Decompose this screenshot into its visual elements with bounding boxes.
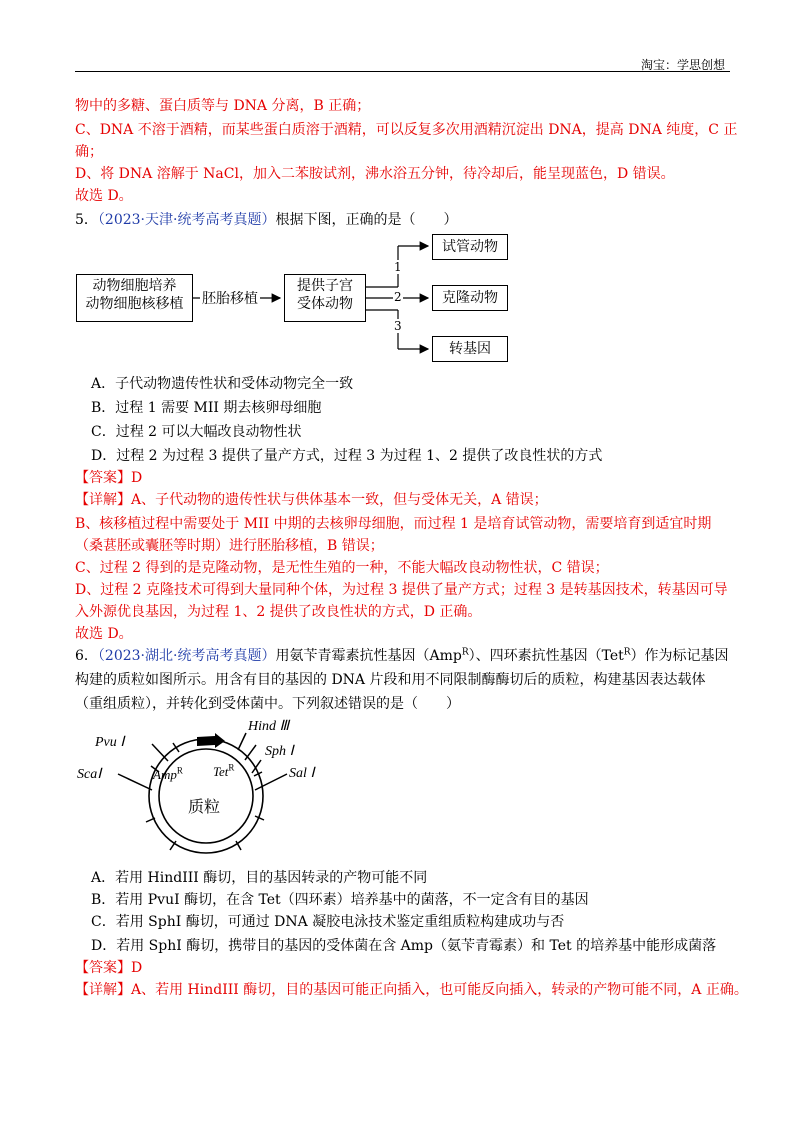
site-pvu-i [95, 734, 124, 751]
superscript: R [461, 647, 469, 658]
header-text: 淘宝：学思创想 [640, 58, 725, 72]
site-sca-i [77, 766, 101, 783]
tet-resistance-gene [213, 764, 234, 780]
option-d: D．若用 SphI 酶切，携带目的基因的受体菌在含 Amp（氨苄青霉素）和 Tet 的培养基中能形成菌落 [91, 938, 717, 954]
flow-box-source-line: 动物细胞核移植 [85, 296, 184, 312]
question-text: 用氨苄青霉素抗性基因（Amp [275, 648, 462, 664]
site-sal-i [289, 765, 315, 782]
prev-answer-line: 物中的多糖、蛋白质等与 DNA 分离，B 正确； [75, 98, 371, 114]
explanation-line: B、核移植过程中需要处于 MII 中期的去核卵母细胞，而过程 1 是培育试管动物，需要培育到适宜时期 [75, 516, 712, 532]
site-hind-iii [248, 718, 289, 735]
prev-conclusion: 故选 D。 [75, 188, 133, 204]
prev-answer-line: D、将 DNA 溶解于 NaCl，加入二苯胺试剂，沸水浴五分钟，待冷却后，能呈现蓝色，D 错误。 [75, 166, 675, 182]
option-a: A．若用 HindIII 酶切，目的基因转录的产物可能不同 [91, 870, 428, 886]
amp-label: Amp [153, 767, 177, 782]
prev-answer-line: 确； [75, 144, 103, 160]
question-number: 6． [75, 648, 98, 664]
tet-label: Tet [213, 764, 229, 779]
prev-answer-line: C、DNA 不溶于酒精，而某些蛋白质溶于酒精，可以反复多次用酒精沉淀出 DNA，提高 DNA 纯度，C 正 [75, 122, 738, 138]
flow-arrow-label: 胚胎移植 [200, 288, 260, 308]
option-c: C．若用 SphI 酶切，可通过 DNA 凝胶电泳技术鉴定重组质粒构建成功与否 [91, 914, 565, 930]
flow-box-recipient-line: 受体动物 [297, 296, 353, 312]
question-text-line: （重组质粒），并转化到受体菌中。下列叙述错误的是（ ） [75, 696, 460, 712]
explanation-line: 入外源优良基因，为过程 1、2 提供了改良性状的方式，D 正确。 [75, 604, 482, 620]
site-sph-i [265, 743, 294, 760]
answer: 【答案】D [75, 960, 143, 976]
question-text: 根据下图，正确的是（ ） [275, 212, 458, 228]
superscript: R [176, 765, 183, 776]
question-number: 5． [75, 212, 98, 228]
site-pvu-i-label: Pvu Ⅰ [95, 735, 125, 750]
option-a: A．子代动物遗传性状和受体动物完全一致 [91, 376, 354, 392]
flow-box-cloned-animal: 克隆动物 [432, 285, 508, 311]
site-sph-i-label: Sph Ⅰ [265, 744, 294, 759]
superscript: R [228, 762, 235, 773]
explanation-line: C、过程 2 得到的是克隆动物，是无性生殖的一种，不能大幅改良动物性状，C 错误； [75, 560, 609, 576]
option-b: B．若用 PvuI 酶切，在含 Tet（四环素）培养基中的菌落，不一定含有目的基因 [91, 892, 589, 908]
question-source: （2023·天津·统考高考真题） [97, 212, 276, 228]
process-number-3: 3 [394, 319, 402, 333]
flow-box-source-line: 动物细胞培养 [92, 278, 177, 294]
explanation-line: 【详解】A、若用 HindIII 酶切，目的基因可能正向插入，也可能反向插入，转录的产物可能不同，A 正确。 [75, 982, 748, 998]
site-sca-i-label: ScaⅠ [77, 767, 102, 782]
option-b: B．过程 1 需要 MII 期去核卵母细胞 [91, 400, 322, 416]
option-d: D．过程 2 为过程 3 提供了量产方式，过程 3 为过程 1、2 提供了改良性状的方式 [91, 448, 603, 464]
explanation-line: D、过程 2 克隆技术可得到大量同种个体，为过程 3 提供了量产方式；过程 3 是转基因技术，转基因可导 [75, 582, 728, 598]
option-c: C．过程 2 可以大幅改良动物性状 [91, 424, 302, 440]
flow-box-transgenic: 转基因 [432, 336, 508, 362]
conclusion: 故选 D。 [75, 626, 133, 642]
site-sal-i-label: Sal Ⅰ [289, 766, 315, 781]
superscript: R [623, 647, 631, 658]
question-text: ）作为标记基因 [630, 648, 729, 664]
flow-box-recipient-line: 提供子宫 [297, 278, 353, 294]
site-hind-iii-label: Hind Ⅲ [248, 719, 290, 734]
process-number-1: 1 [394, 260, 402, 274]
explanation-line: （桑葚胚或囊胚等时期）进行胚胎移植，B 错误； [75, 538, 384, 554]
process-number-2: 2 [394, 290, 402, 304]
explanation-line: 【详解】A、子代动物的遗传性状与供体基本一致，但与受体无关，A 错误； [75, 492, 548, 508]
question-text: ）、四环素抗性基因（Tet [468, 648, 624, 664]
flow-box-test-tube-animal: 试管动物 [432, 234, 508, 260]
question-source: （2023·湖北·统考高考真题） [97, 648, 276, 664]
answer: 【答案】D [75, 470, 143, 486]
amp-resistance-gene [153, 767, 183, 783]
plasmid-center-label: 质粒 [188, 797, 221, 816]
question-text-line: 构建的质粒如图所示。用含有目的基因的 DNA 片段和用不同限制酶酶切后的质粒，构建基因表达载体 [75, 672, 706, 688]
